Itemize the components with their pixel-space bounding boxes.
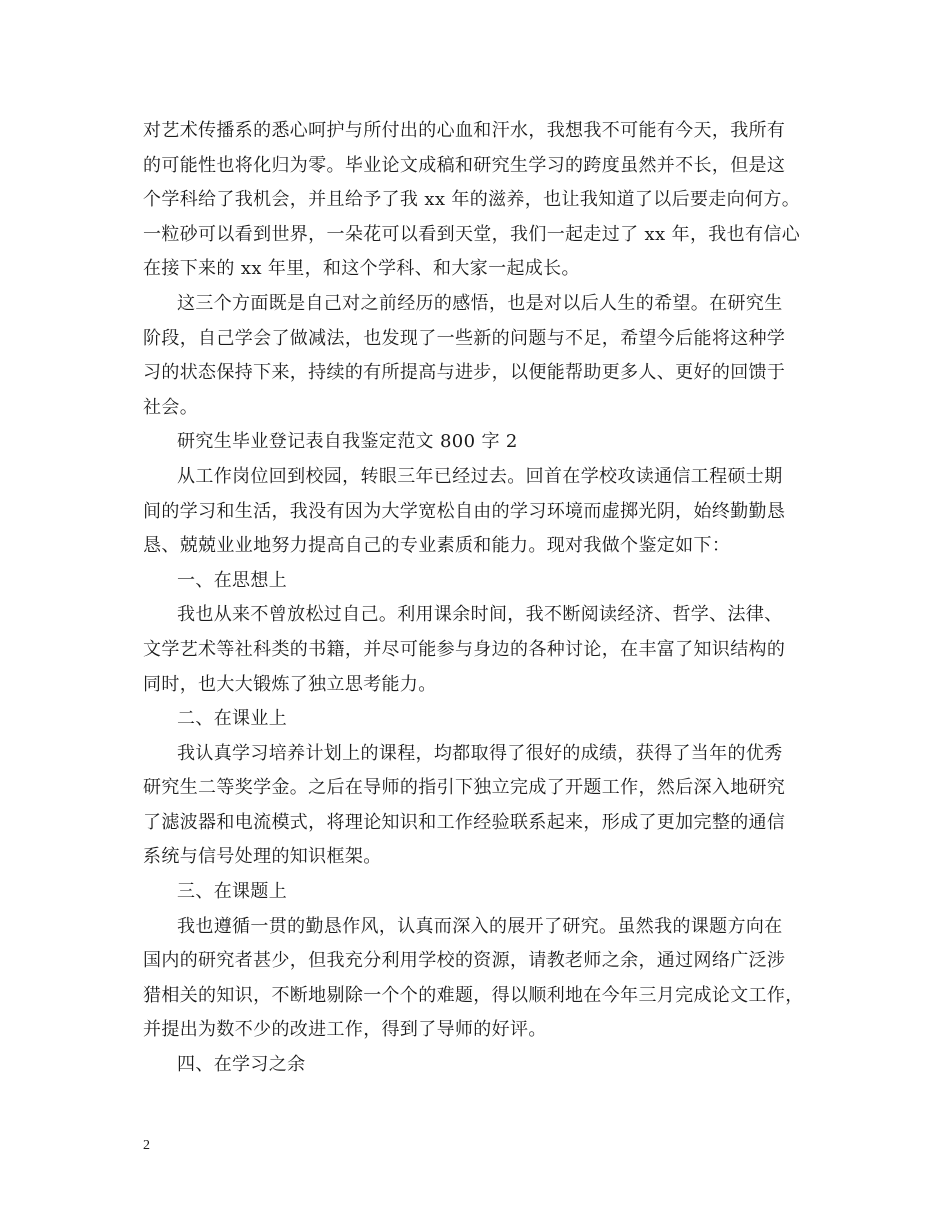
text-line: 系统与信号处理的知识框架。 [143,846,382,868]
document-body [143,114,813,1083]
text-line: 国内的研究者甚少，但我充分利用学校的资源，请教老师之余，通过网络广泛涉 [143,950,786,972]
text-line: 社会。 [143,396,199,418]
text-line: 对艺术传播系的悉心呵护与所付出的心血和汗水，我想我不可能有今天，我所有 [143,120,786,141]
text-line: 阶段，自己学会了做减法，也发现了一些新的问题与不足，希望今后能将这种学 [143,327,786,349]
section-title: 研究生毕业登记表自我鉴定范文 800 字 2 [177,431,518,453]
text-line: 的可能性也将化归为零。毕业论文成稿和研究生学习的跨度虽然并不长，但是这 [143,154,786,176]
page-number: 2 [143,1138,150,1153]
text-line: 研究生二等奖学金。之后在导师的指引下独立完成了开题工作，然后深入地研究 [143,777,786,799]
text-line: 同时，也大大锻炼了独立思考能力。 [143,673,437,695]
text-line: 在接下来的 xx 年里，和这个学科、和大家一起成长。 [143,258,580,280]
text-line: 个学科给了我机会，并且给予了我 xx 年的滋养，也让我知道了以后要走向何方。 [143,189,801,211]
text-line: 恳、兢兢业业地努力提高自己的专业素质和能力。现对我做个鉴定如下： [143,535,731,557]
paragraph-first-line: 我也从来不曾放松过自己。利用课余时间，我不断阅读经济、哲学、法律、 [177,604,783,626]
paragraph-first-line: 这三个方面既是自己对之前经历的感悟，也是对以后人生的希望。在研究生 [177,292,783,314]
section-heading: 四、在学习之余 [177,1054,306,1076]
text-line: 间的学习和生活，我没有因为大学宽松自由的学习环境而虚掷光阴，始终勤勤恳 [143,500,786,522]
paragraph-first-line: 从工作岗位回到校园，转眼三年已经过去。回首在学校攻读通信工程硕士期 [177,465,783,487]
text-line: 并提出为数不少的改进工作，得到了导师的好评。 [143,1019,547,1041]
text-line: 文学艺术等社科类的书籍，并尽可能参与身边的各种讨论，在丰富了知识结构的 [143,638,786,660]
paragraph-first-line: 我也遵循一贯的勤恳作风，认真而深入的展开了研究。虽然我的课题方向在 [177,915,783,937]
section-heading: 一、在思想上 [177,569,288,591]
text-line: 猎相关的知识，不断地剔除一个个的难题，得以顺利地在今年三月完成论文工作， [143,984,804,1006]
paragraph-first-line: 我认真学习培养计划上的课程，均都取得了很好的成绩，获得了当年的优秀 [177,742,783,764]
text-line: 了滤波器和电流模式，将理论知识和工作经验联系起来，形成了更加完整的通信 [143,811,786,833]
section-heading: 二、在课业上 [177,708,288,730]
section-heading: 三、在课题上 [177,881,288,903]
text-line: 习的状态保持下来，持续的有所提高与进步，以便能帮助更多人、更好的回馈于 [143,362,786,384]
text-line: 一粒砂可以看到世界，一朵花可以看到天堂，我们一起走过了 xx 年，我也有信心 [143,223,801,245]
